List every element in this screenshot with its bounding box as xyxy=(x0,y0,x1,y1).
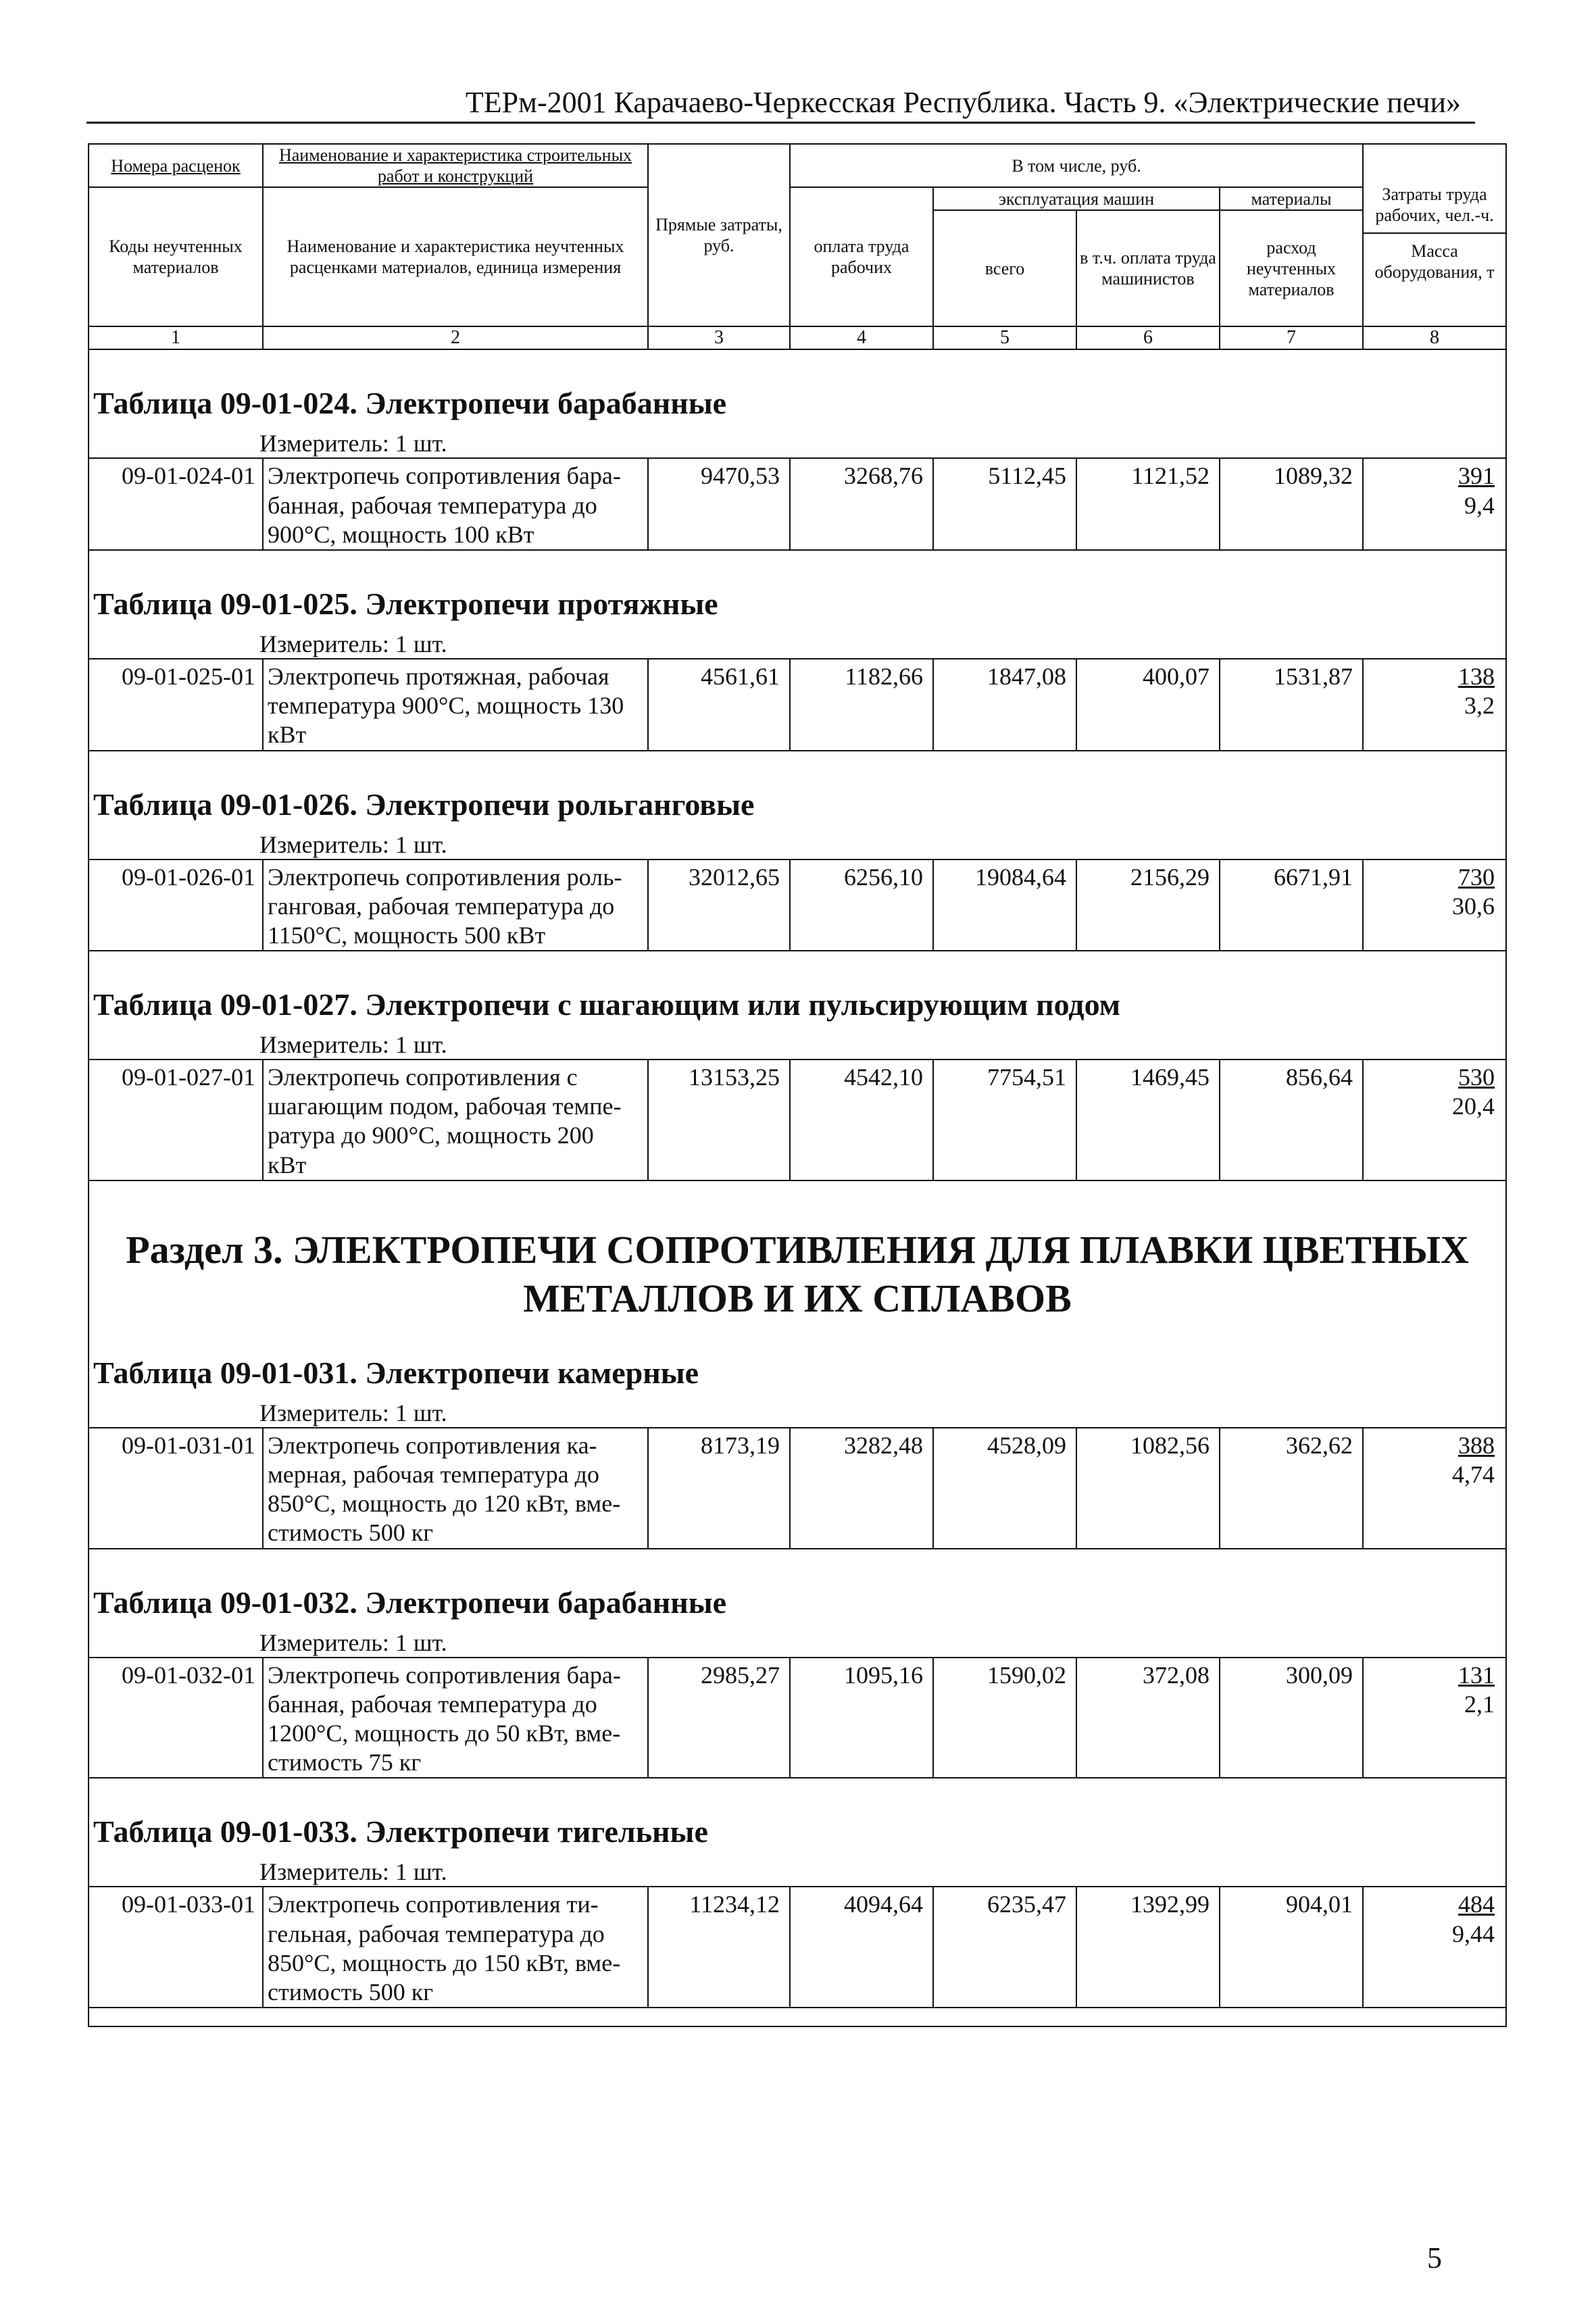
labor-hours: 530 xyxy=(1458,1064,1495,1091)
spacer xyxy=(89,751,1506,769)
description-line: гельная, рабочая температура до xyxy=(268,1920,605,1947)
labor-cost: 4094,64 xyxy=(790,1887,933,2008)
labor-cost: 1182,66 xyxy=(790,659,933,751)
labor-cost: 3268,76 xyxy=(790,458,933,550)
spacer xyxy=(89,1778,1506,1796)
table-title: Таблица 09-01-031. Электропечи камерные xyxy=(89,1337,1506,1396)
labor-and-mass xyxy=(1363,1060,1506,1180)
direct-cost: 13153,25 xyxy=(648,1060,790,1180)
materials-cost: 362,62 xyxy=(1220,1428,1363,1549)
rate-code: 09-01-033-01 xyxy=(89,1887,263,2008)
col2-bottom-header: Наименование и характеристика неучтенных расценками материалов, единица измерения xyxy=(263,187,648,326)
machines-total: 5112,45 xyxy=(933,458,1076,550)
rate-row xyxy=(89,458,1506,550)
measure-unit: Измеритель: 1 шт. xyxy=(89,828,1506,860)
col1-bottom-header: Коды неучтенных материалов xyxy=(89,187,263,326)
col-num-7: 7 xyxy=(1220,326,1363,349)
description-line: 900°С, мощность 100 кВт xyxy=(268,520,534,548)
rate-description xyxy=(263,659,648,751)
labor-hours: 138 xyxy=(1458,662,1495,690)
col-num-1: 1 xyxy=(89,326,263,349)
equipment-mass: 2,1 xyxy=(1464,1690,1495,1718)
labor-and-mass xyxy=(1363,1658,1506,1778)
description-line: стимость 75 кг xyxy=(268,1749,422,1776)
section-title-line: МЕТАЛЛОВ И ИХ СПЛАВОВ xyxy=(523,1276,1072,1321)
rate-row xyxy=(89,1887,1506,2008)
materials-header: материалы xyxy=(1220,187,1363,210)
direct-cost: 8173,19 xyxy=(648,1428,790,1549)
equipment-mass: 30,6 xyxy=(1452,892,1495,920)
running-header: ТЕРм-2001 Карачаево-Черкесская Республика. Часть 9. «Электрические печи» xyxy=(465,86,1461,119)
description-line: 1200°С, мощность до 50 кВт, вме- xyxy=(268,1719,621,1747)
spacer xyxy=(89,951,1506,969)
col1-top-header: Номера расценок xyxy=(111,155,241,176)
page-number: 5 xyxy=(1427,2241,1442,2274)
materials-cost: 856,64 xyxy=(1220,1060,1363,1180)
rate-description xyxy=(263,1428,648,1549)
col5-header: всего xyxy=(933,210,1076,326)
labor-cost: 6256,10 xyxy=(790,860,933,951)
rate-code: 09-01-025-01 xyxy=(89,659,263,751)
labor-and-mass xyxy=(1363,860,1506,951)
rate-row xyxy=(89,860,1506,951)
rate-row xyxy=(89,659,1506,751)
description-line: 850°С, мощность до 120 кВт, вме- xyxy=(268,1490,621,1518)
header-rule xyxy=(86,122,1475,124)
labor-hours: 391 xyxy=(1458,462,1495,490)
price-table xyxy=(88,143,1507,2027)
table-title: Таблица 09-01-026. Электропечи рольганговые xyxy=(89,769,1506,828)
measure-unit: Измеритель: 1 шт. xyxy=(89,1028,1506,1060)
description-line: 850°С, мощность до 150 кВт, вме- xyxy=(268,1949,621,1976)
spacer xyxy=(89,1549,1506,1567)
col-num-8: 8 xyxy=(1363,326,1506,349)
table-title: Таблица 09-01-025. Электропечи протяжные xyxy=(89,568,1506,627)
equipment-mass: 9,44 xyxy=(1452,1920,1495,1947)
machinists-cost: 2156,29 xyxy=(1076,860,1220,951)
materials-cost: 1089,32 xyxy=(1220,458,1363,550)
measure-unit: Измеритель: 1 шт. xyxy=(89,627,1506,659)
rate-code: 09-01-024-01 xyxy=(89,458,263,550)
col2-top-header: Наименование и характеристика строительных работ и конструкций xyxy=(278,145,632,186)
description-line: Электропечь сопротивления бара- xyxy=(268,1661,621,1689)
header-row-1 xyxy=(89,144,1506,187)
equipment-mass: 20,4 xyxy=(1452,1093,1495,1120)
header-row-2 xyxy=(89,187,1506,210)
col-num-3: 3 xyxy=(648,326,790,349)
table-title: Таблица 09-01-024. Электропечи барабанные xyxy=(89,368,1506,426)
direct-cost: 11234,12 xyxy=(648,1887,790,2008)
rate-description xyxy=(263,1658,648,1778)
col-num-6: 6 xyxy=(1076,326,1220,349)
machines-total: 4528,09 xyxy=(933,1428,1076,1549)
machines-total: 7754,51 xyxy=(933,1060,1076,1180)
description-line: кВт xyxy=(268,721,307,749)
measure-unit: Измеритель: 1 шт. xyxy=(89,1396,1506,1428)
col-num-5: 5 xyxy=(933,326,1076,349)
group-header: В том числе, руб. xyxy=(790,144,1363,187)
machines-total: 1847,08 xyxy=(933,659,1076,751)
machinists-cost: 372,08 xyxy=(1076,1658,1220,1778)
materials-cost: 1531,87 xyxy=(1220,659,1363,751)
rate-description xyxy=(263,458,648,550)
machinists-cost: 1121,52 xyxy=(1076,458,1220,550)
labor-and-mass xyxy=(1363,1428,1506,1549)
description-line: Электропечь сопротивления роль- xyxy=(268,863,622,891)
spacer xyxy=(89,2008,1506,2026)
description-line: мерная, рабочая температура до xyxy=(268,1461,599,1488)
labor-and-mass xyxy=(1363,458,1506,550)
description-line: 1150°С, мощность 500 кВт xyxy=(268,921,546,949)
rate-description xyxy=(263,860,648,951)
direct-cost: 2985,27 xyxy=(648,1658,790,1778)
direct-cost: 32012,65 xyxy=(648,860,790,951)
materials-cost: 6671,91 xyxy=(1220,860,1363,951)
description-line: ратура до 900°С, мощность 200 xyxy=(268,1122,594,1149)
machinists-cost: 400,07 xyxy=(1076,659,1220,751)
labor-cost: 3282,48 xyxy=(790,1428,933,1549)
col-num-4: 4 xyxy=(790,326,933,349)
description-line: банная, рабочая температура до xyxy=(268,491,597,519)
table-title: Таблица 09-01-033. Электропечи тигельные xyxy=(89,1796,1506,1855)
description-line: стимость 500 кг xyxy=(268,1978,434,2006)
labor-hours: 131 xyxy=(1458,1661,1495,1689)
col8-top-header: Затраты труда рабочих, чел.-ч. xyxy=(1364,181,1505,234)
rate-code: 09-01-026-01 xyxy=(89,860,263,951)
col7-header: расход неучтенных материалов xyxy=(1220,210,1363,326)
machines-total: 1590,02 xyxy=(933,1658,1076,1778)
column-numbers-row xyxy=(89,326,1506,349)
description-line: Электропечь сопротивления бара- xyxy=(268,462,621,490)
description-line: температура 900°С, мощность 130 xyxy=(268,692,624,720)
col8-bottom-header: Масса оборудования, т xyxy=(1374,241,1495,282)
description-line: шагающим подом, рабочая темпе- xyxy=(268,1093,622,1120)
description-line: банная, рабочая температура до xyxy=(268,1690,597,1718)
table-title: Таблица 09-01-027. Электропечи с шагающим или пульсирующим подом xyxy=(89,969,1506,1028)
labor-and-mass xyxy=(1363,1887,1506,2008)
labor-hours: 484 xyxy=(1458,1891,1495,1918)
description-line: кВт xyxy=(268,1151,307,1178)
materials-cost: 300,09 xyxy=(1220,1658,1363,1778)
labor-cost: 4542,10 xyxy=(790,1060,933,1180)
description-line: ганговая, рабочая температура до xyxy=(268,892,615,920)
col3-header: Прямые затраты, руб. xyxy=(648,144,790,326)
spacer xyxy=(89,1180,1506,1199)
col4-header: оплата труда рабочих xyxy=(790,187,933,326)
labor-cost: 1095,16 xyxy=(790,1658,933,1778)
machines-total: 19084,64 xyxy=(933,860,1076,951)
direct-cost: 9470,53 xyxy=(648,458,790,550)
rate-row xyxy=(89,1658,1506,1778)
description-line: Электропечь сопротивления с xyxy=(268,1064,578,1091)
machinists-cost: 1469,45 xyxy=(1076,1060,1220,1180)
labor-hours: 730 xyxy=(1458,863,1495,891)
col-num-2: 2 xyxy=(263,326,648,349)
machines-total: 6235,47 xyxy=(933,1887,1076,2008)
description-line: Электропечь протяжная, рабочая xyxy=(268,662,609,690)
machinists-cost: 1082,56 xyxy=(1076,1428,1220,1549)
machinists-cost: 1392,99 xyxy=(1076,1887,1220,2008)
measure-unit: Измеритель: 1 шт. xyxy=(89,1626,1506,1658)
measure-unit: Измеритель: 1 шт. xyxy=(89,1855,1506,1887)
direct-cost: 4561,61 xyxy=(648,659,790,751)
section-title xyxy=(89,1199,1506,1337)
equipment-mass: 4,74 xyxy=(1452,1461,1495,1488)
equipment-mass: 9,4 xyxy=(1464,491,1495,519)
rate-description xyxy=(263,1060,648,1180)
machines-header: эксплуатация машин xyxy=(933,187,1220,210)
rate-row xyxy=(89,1428,1506,1549)
description-line: стимость 500 кг xyxy=(268,1519,434,1547)
section-title-line: Раздел 3. ЭЛЕКТРОПЕЧИ СОПРОТИВЛЕНИЯ ДЛЯ ПЛАВКИ ЦВЕТНЫХ xyxy=(126,1227,1469,1272)
description-line: Электропечь сопротивления ка- xyxy=(268,1431,597,1459)
rate-row xyxy=(89,1060,1506,1180)
table-title: Таблица 09-01-032. Электропечи барабанные xyxy=(89,1567,1506,1626)
spacer xyxy=(89,349,1506,368)
labor-hours: 388 xyxy=(1458,1431,1495,1459)
labor-and-mass xyxy=(1363,659,1506,751)
rate-description xyxy=(263,1887,648,2008)
col6-header: в т.ч. оплата труда машинистов xyxy=(1076,210,1220,326)
spacer xyxy=(89,550,1506,568)
description-line: Электропечь сопротивления ти- xyxy=(268,1891,599,1918)
rate-code: 09-01-027-01 xyxy=(89,1060,263,1180)
rate-code: 09-01-031-01 xyxy=(89,1428,263,1549)
equipment-mass: 3,2 xyxy=(1464,692,1495,720)
materials-cost: 904,01 xyxy=(1220,1887,1363,2008)
rate-code: 09-01-032-01 xyxy=(89,1658,263,1778)
measure-unit: Измеритель: 1 шт. xyxy=(89,426,1506,458)
